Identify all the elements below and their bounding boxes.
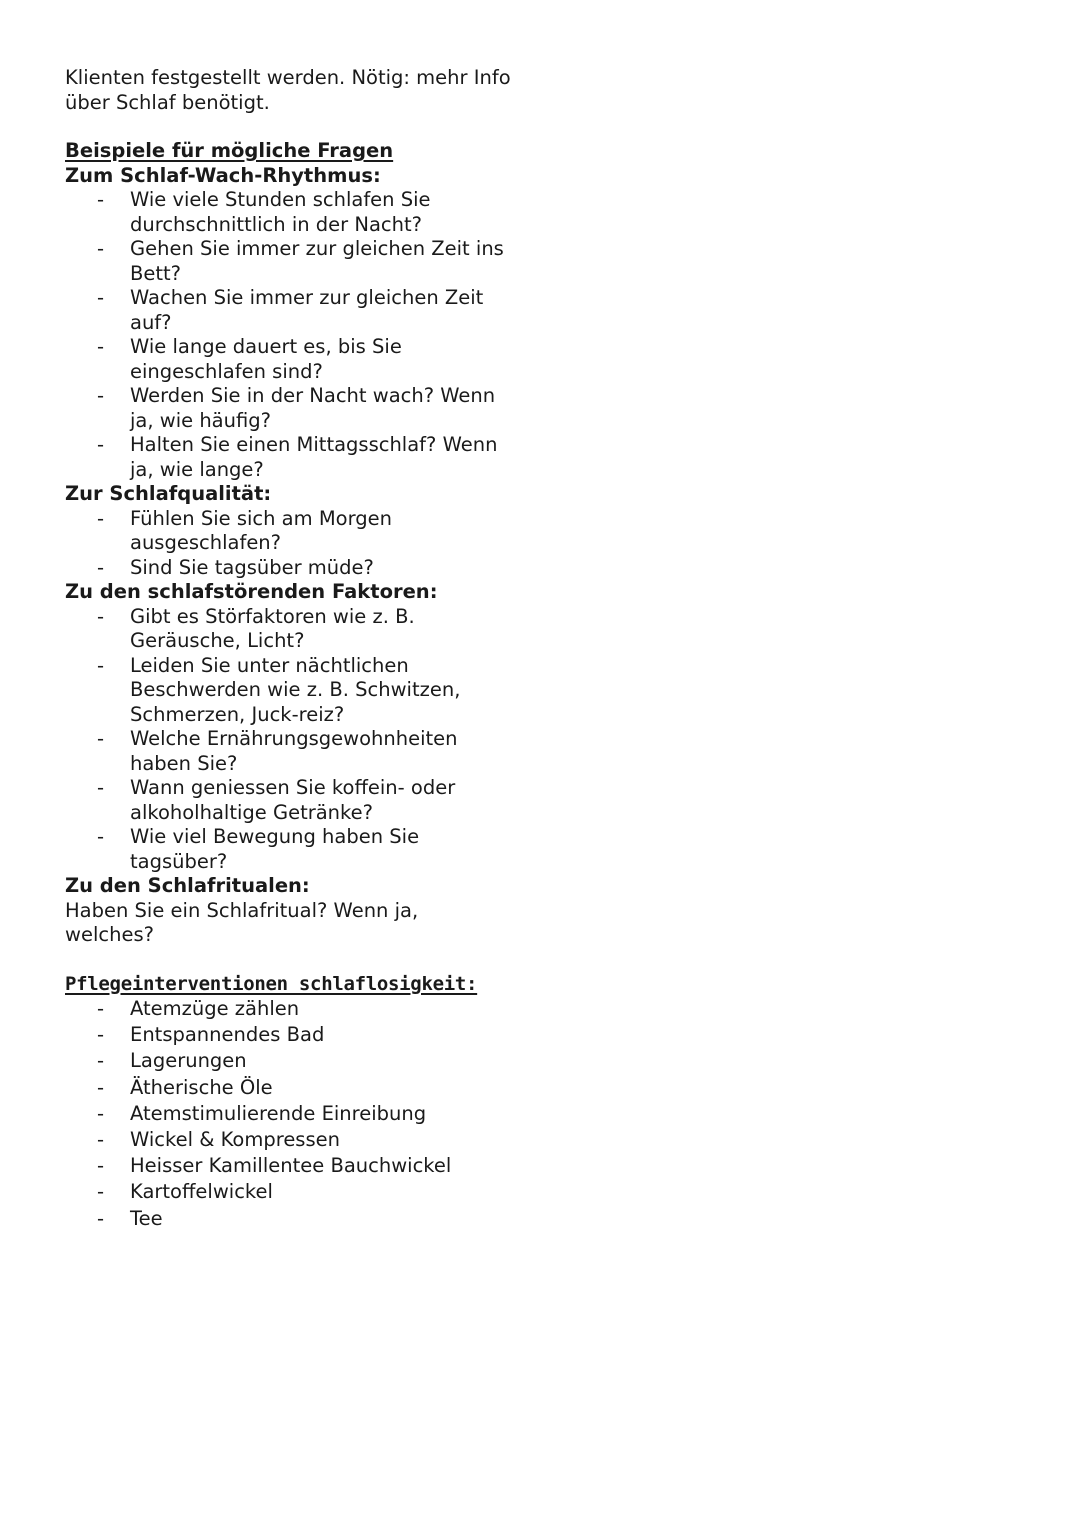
intro-paragraph (65, 66, 535, 115)
list-item: - Wickel & Kompressen (65, 1127, 535, 1153)
list-item: - Leiden Sie unter nächtlichen Beschwerden wie z. B. Schwitzen, Schmerzen, Juck-reiz? (65, 654, 535, 728)
list-item: - Wie viel Bewegung haben Sie tagsüber? (65, 825, 535, 874)
factors-heading: Zu den schlafstörenden Faktoren: (65, 580, 438, 603)
rituals-heading: Zu den Schlafritualen: (65, 874, 310, 897)
list-item: - Ätherische Öle (65, 1075, 535, 1101)
list-item: - Fühlen Sie sich am Morgen ausgeschlafen? (65, 507, 535, 556)
list-item: - Halten Sie einen Mittagsschlaf? Wenn ja, wie lange? (65, 433, 535, 482)
rituals-paragraph: Haben Sie ein Schlafritual? Wenn ja, welches? (65, 898, 419, 946)
intro-line-2: über Schlaf benötigt. (65, 90, 270, 114)
list-item: - Sind Sie tagsüber müde? (65, 556, 535, 581)
list-item: - Wachen Sie immer zur gleichen Zeit auf? (65, 286, 535, 335)
list-item: - Entspannendes Bad (65, 1022, 535, 1048)
list-item: - Lagerungen (65, 1048, 535, 1074)
list-item: - Gibt es Störfaktoren wie z. B. Geräusche, Licht? (65, 605, 535, 654)
questions-title: Beispiele für mögliche Fragen (65, 139, 394, 162)
intro-line-1: Klienten festgestellt werden. Nötig: mehr Info (65, 66, 511, 89)
list-item: - Welche Ernährungsgewohnheiten haben Sie? (65, 727, 535, 776)
document-page (65, 66, 535, 1232)
interventions-list (65, 996, 535, 1232)
list-item: - Atemstimulierende Einreibung (65, 1101, 535, 1127)
rhythm-heading: Zum Schlaf-Wach-Rhythmus: (65, 163, 381, 187)
list-item: - Heisser Kamillentee Bauchwickel (65, 1153, 535, 1179)
list-item: - Gehen Sie immer zur gleichen Zeit ins Bett? (65, 237, 535, 286)
rhythm-list (65, 188, 535, 482)
list-item: - Werden Sie in der Nacht wach? Wenn ja, wie häufig? (65, 384, 535, 433)
interventions-heading: Pflegeinterventionen schlaflosigkeit: (65, 972, 478, 995)
quality-heading: Zur Schlafqualität: (65, 482, 272, 505)
list-item: - Wie viele Stunden schlafen Sie durchschnittlich in der Nacht? (65, 188, 535, 237)
list-item: - Kartoffelwickel (65, 1179, 535, 1205)
factors-list (65, 605, 535, 875)
list-item: - Tee (65, 1206, 535, 1232)
quality-list (65, 507, 535, 581)
list-item: - Atemzüge zählen (65, 996, 535, 1022)
list-item: - Wie lange dauert es, bis Sie eingeschlafen sind? (65, 335, 535, 384)
list-item: - Wann geniessen Sie koffein- oder alkoholhaltige Getränke? (65, 776, 535, 825)
